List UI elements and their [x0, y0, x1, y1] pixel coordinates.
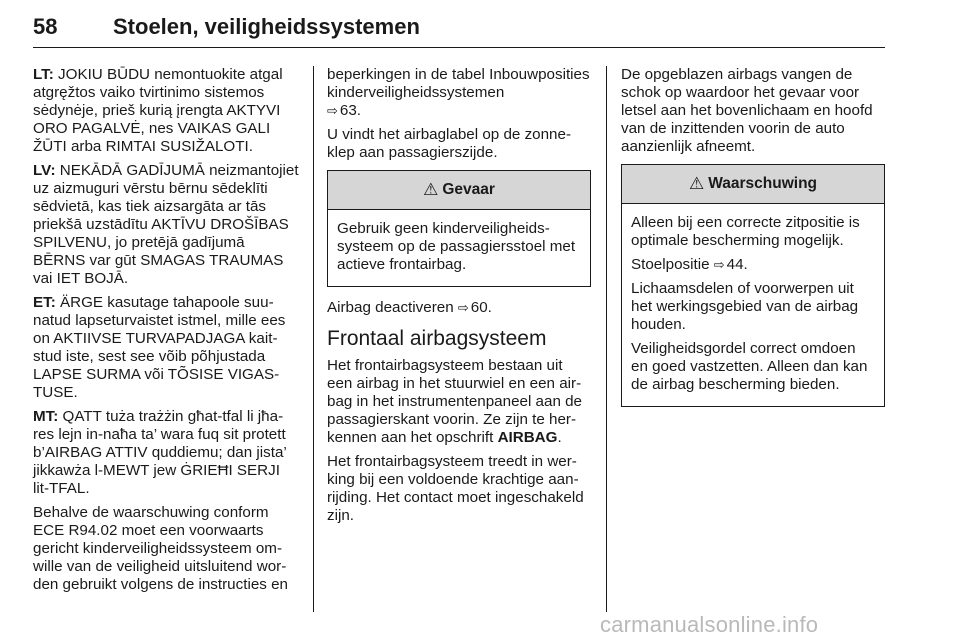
- lang-label-mt: MT:: [33, 408, 59, 425]
- reference-arrow-icon: ⇨: [713, 257, 725, 272]
- danger-box-header: [328, 171, 590, 210]
- warning-p1: Alleen bij een correcte zitpositie is optimale bescherming mogelijk.: [631, 214, 860, 249]
- warning-triangle-icon: ⚠: [423, 180, 439, 199]
- lang-label-et: ET:: [33, 294, 56, 311]
- paragraph-intro: De opgeblazen airbags vangen de schok op waardoor het gevaar voor letsel aan het bovenlichaam en hoofd van de inzittenden voorin de auto aanzienlijk afneemt.: [621, 66, 873, 155]
- airbag-label: AIRBAG: [497, 429, 558, 446]
- paragraph-mt: [33, 408, 299, 498]
- warning-box-title: Waarschuwing: [708, 175, 818, 192]
- paragraph-behalve: Behalve de waarschuwing conform ECE R94.02 moet een voorwaarts gericht kinderveiligheidssysteem omwille van de veiligheid uitsluitend worden gebruikt volgens de instructies en: [33, 504, 288, 593]
- warning-triangle-icon: ⚠: [688, 174, 705, 193]
- column-divider-2: [606, 66, 607, 612]
- column-1: [33, 66, 299, 600]
- warning-p2: [631, 256, 875, 274]
- warning-p2-text: Stoelpositie: [631, 256, 714, 273]
- deactivate-text: Airbag deactiveren: [327, 299, 458, 316]
- warning-box-header: [622, 165, 884, 204]
- danger-box-title: Gevaar: [442, 181, 495, 198]
- section-heading: Frontaal airbagsysteem: [327, 327, 547, 350]
- lv-text: NEKĀDĀ GADĪJUMĀ neizmantojiet uz aizmuguri vērstu bērnu sēdeklīti sēdvietā, kas tiek aizsargāta ar tās priekšā uzstādītu AKTĪVU DROŠĪBAS SPILVENU, jo pretējā gadījumā BĒRNS var gūt SMAGAS TRAUMAS vai IET BOJĀ.: [33, 162, 299, 287]
- column-2: [327, 66, 591, 531]
- et-text: ÄRGE kasutage tahapoole suunatud lapseturvaistet istmel, mille ees on AKTIIVSE TURVAPADJAGA kaitstud iste, sest see võib põhjustada LAPSE SURMA või TÕSISE VIGASTUSE.: [33, 294, 286, 401]
- lang-label-lv: LV:: [33, 162, 56, 179]
- page-title: Stoelen, veiligheidssystemen: [113, 14, 420, 39]
- mt-text: QATT tuża trażżin għat-tfal li jħares lejn in-naħa ta’ wara fuq sit protett b’AIRBAG ATTIV quddiemu; dan jista’ jikkawża l-MEWT jew ĠRIEĦI SERJI lit-TFAL.: [33, 408, 287, 497]
- paragraph-frontairbag-2: Het frontairbagsysteem treedt in werking bij een voldoende krachtige aanrijding. Het contact moet ingeschakeld zijn.: [327, 453, 584, 524]
- paragraph-deactivate: [327, 299, 591, 317]
- reference-arrow-icon: ⇨: [457, 300, 469, 315]
- paragraph-lv: [33, 162, 299, 288]
- warning-p3: Lichaamsdelen of voorwerpen uit het werkingsgebied van de airbag houden.: [631, 280, 859, 333]
- warning-p4: Veiligheidsgordel correct omdoen en goed vastzetten. Alleen dan kan de airbag bescherming bieden.: [631, 340, 868, 393]
- watermark: carmanualsonline.info: [600, 612, 819, 637]
- para1-text: Het frontairbagsysteem bestaan uit een airbag in het stuurwiel en een airbag in het instrumentenpaneel aan de passagierskant voorin. Ze zijn te herkennen aan het opschrift: [327, 357, 583, 446]
- reference-link-63[interactable]: 63.: [339, 102, 362, 119]
- lang-label-lt: LT:: [33, 66, 54, 83]
- paragraph-et: [33, 294, 299, 402]
- para1-end: .: [557, 429, 562, 446]
- paragraph-frontairbag-1: [327, 357, 591, 447]
- header-divider: [33, 47, 885, 48]
- lt-text: JOKIU BŪDU nemontuokite atgal atgręžtos vaiko tvirtinimo sistemos sėdynėje, prieš kurią įrengta AKTYVI ORO PAGALVĖ, nes VAIKAS GALI ŽŪTI arba RIMTAI SUSIŽALOTI.: [33, 66, 283, 155]
- paragraph-airbaglabel: U vindt het airbaglabel op de zonneklep aan passagierszijde.: [327, 126, 572, 161]
- danger-box: [327, 170, 591, 287]
- page-header: [33, 0, 885, 48]
- warning-box: [621, 164, 885, 407]
- column-3: [621, 66, 885, 419]
- paragraph-lt: [33, 66, 299, 156]
- danger-box-text: Gebruik geen kinderveiligheidssysteem op de passagiersstoel met actieve frontairbag.: [337, 220, 576, 273]
- reference-arrow-icon: ⇨: [327, 103, 338, 118]
- danger-box-body: [328, 210, 590, 286]
- reference-link-44[interactable]: 44.: [726, 256, 748, 273]
- reference-link-60[interactable]: 60.: [470, 299, 492, 316]
- page-number: 58: [33, 14, 58, 39]
- continued-text: beperkingen in de tabel Inbouwposities kinderveiligheidssystemen: [327, 66, 590, 101]
- paragraph-continued: [327, 66, 591, 120]
- column-divider-1: [313, 66, 314, 612]
- warning-box-body: [622, 204, 884, 406]
